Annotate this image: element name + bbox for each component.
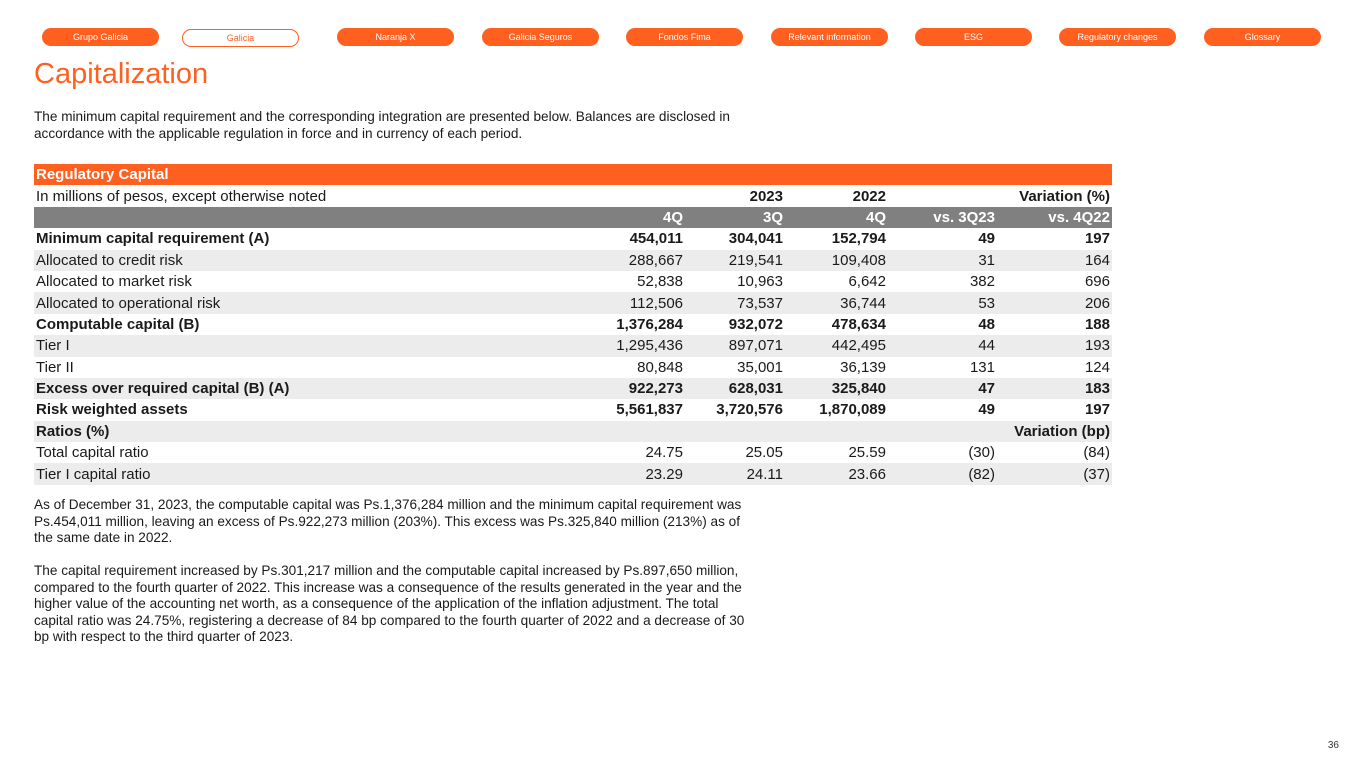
intro-paragraph: The minimum capital requirement and the corresponding integration are presented below. Balances are disclosed in accordance with the applicable regulation in force and in currency of each period. <box>34 109 730 141</box>
cell-4q: 454,011 <box>629 230 683 248</box>
table-subtitle: In millions of pesos, except otherwise noted <box>36 187 327 205</box>
table-year-header <box>34 185 1112 206</box>
top-navigation <box>42 28 1322 46</box>
table-row <box>34 399 1112 420</box>
cell-vs-4q22: 188 <box>1084 315 1110 333</box>
table-row <box>34 357 1112 378</box>
cell-4q: 112,506 <box>534 292 689 313</box>
cell-4q-2022: 23.66 <box>789 463 892 484</box>
cell-vs-4q22: 183 <box>997 378 1112 399</box>
variation-header: Variation (%) <box>1019 187 1110 205</box>
row-label: Computable capital (B) <box>36 315 200 333</box>
row-label: Total capital ratio <box>36 444 149 462</box>
page-number: 36 <box>1327 740 1339 751</box>
nav-tab-grupo-galicia[interactable]: Grupo Galicia <box>42 28 159 46</box>
ratios-label: Ratios (%) <box>34 421 534 442</box>
row-label: Risk weighted assets <box>36 401 188 419</box>
row-label: Excess over required capital (B) (A) <box>34 378 534 399</box>
row-label: Allocated to operational risk <box>34 292 534 313</box>
ratios-variation-header: Variation (bp) <box>892 421 1112 442</box>
nav-tab-galicia[interactable]: Galicia <box>182 29 299 47</box>
cell-4q-2022: 325,840 <box>789 378 892 399</box>
cell-vs-4q22: (37) <box>997 463 1112 484</box>
cell-vs-3q23: 47 <box>892 378 997 399</box>
cell-3q: 897,071 <box>689 335 789 356</box>
cell-4q-2022: 36,744 <box>789 292 892 313</box>
cell-4q: 1,376,284 <box>616 315 683 333</box>
table-row <box>34 314 1112 335</box>
table-row <box>34 442 1112 463</box>
cell-3q: 304,041 <box>728 230 783 248</box>
cell-4q-2022: 1,870,089 <box>819 401 886 419</box>
cell-vs-4q22: 696 <box>1084 273 1110 291</box>
cell-vs-4q22: (84) <box>1083 444 1110 462</box>
table-section-header <box>34 164 1112 185</box>
cell-vs-3q23: 49 <box>978 401 995 419</box>
cell-vs-4q22: 164 <box>997 250 1112 271</box>
cell-vs-3q23: 53 <box>892 292 997 313</box>
col-vs-3q23: vs. 3Q23 <box>892 207 997 228</box>
cell-4q: 23.29 <box>534 463 689 484</box>
col-4q: 4Q <box>534 207 689 228</box>
cell-vs-3q23: (30) <box>968 444 995 462</box>
cell-3q: 932,072 <box>728 315 783 333</box>
col-vs-4q22: vs. 4Q22 <box>997 207 1112 228</box>
cell-vs-3q23: 382 <box>969 273 995 291</box>
regulatory-capital-table <box>34 164 1112 485</box>
cell-3q: 219,541 <box>689 250 789 271</box>
table-row <box>34 228 1112 249</box>
table-column-header <box>34 207 1112 228</box>
row-label: Allocated to market risk <box>36 273 192 291</box>
cell-3q: 25.05 <box>745 444 783 462</box>
cell-4q: 288,667 <box>534 250 689 271</box>
nav-tab-relevant-information[interactable]: Relevant information <box>771 28 888 46</box>
summary-paragraph-2: The capital requirement increased by Ps.301,217 million and the computable capital increased by Ps.897,650 million, compared to the fourth quarter of 2022. This increase was a consequence of the results generated in the year and the higher value of the accounting net worth, as a consequence of the application of the inflation adjustment. The total capital ratio was 24.75%, registering a decrease of 84 bp compared to the fourth quarter of 2022 and a decrease of 30 bp with respect to the third quarter of 2023. <box>34 563 745 644</box>
cell-4q: 922,273 <box>534 378 689 399</box>
table-row <box>34 271 1112 292</box>
year-2023-label: 2023 <box>749 187 783 205</box>
nav-tab-fondos-fima[interactable]: Fondos Fima <box>626 28 743 46</box>
cell-4q: 5,561,837 <box>616 401 683 419</box>
cell-vs-4q22: 124 <box>1084 358 1110 376</box>
nav-tab-regulatory-changes[interactable]: Regulatory changes <box>1059 28 1176 46</box>
cell-vs-4q22: 197 <box>1084 230 1110 248</box>
col-4q-2022: 4Q <box>789 207 892 228</box>
cell-vs-3q23: 49 <box>978 230 995 248</box>
cell-3q: 3,720,576 <box>716 401 783 419</box>
summary-paragraph-1: As of December 31, 2023, the computable capital was Ps.1,376,284 million and the minimum capital requirement was Ps.454,011 million, leaving an excess of Ps.922,273 million (203%). This excess was Ps.325,840 million (213%) as of the same date in 2022. <box>34 497 742 545</box>
row-label: Tier I <box>34 335 534 356</box>
cell-vs-3q23: (82) <box>892 463 997 484</box>
section-title: Regulatory Capital <box>34 164 1112 185</box>
ratios-header-row <box>34 421 1112 442</box>
cell-4q: 80,848 <box>637 358 683 376</box>
cell-3q: 10,963 <box>737 273 783 291</box>
row-label: Tier II <box>36 358 74 376</box>
table-row <box>34 463 1112 484</box>
cell-4q: 1,295,436 <box>534 335 689 356</box>
row-label: Minimum capital requirement (A) <box>36 230 270 248</box>
nav-tab-naranja-x[interactable]: Naranja X <box>337 28 454 46</box>
cell-4q-2022: 442,495 <box>789 335 892 356</box>
cell-vs-3q23: 48 <box>978 315 995 333</box>
cell-4q-2022: 36,139 <box>840 358 886 376</box>
cell-3q: 24.11 <box>689 463 789 484</box>
table-row <box>34 292 1112 313</box>
cell-4q-2022: 152,794 <box>831 230 886 248</box>
cell-4q-2022: 109,408 <box>789 250 892 271</box>
cell-3q: 628,031 <box>689 378 789 399</box>
table-row <box>34 378 1112 399</box>
cell-vs-3q23: 31 <box>892 250 997 271</box>
page-title: Capitalization <box>34 58 209 90</box>
cell-4q-2022: 25.59 <box>848 444 886 462</box>
nav-tab-esg[interactable]: ESG <box>915 28 1032 46</box>
col-3q: 3Q <box>689 207 789 228</box>
cell-3q: 73,537 <box>689 292 789 313</box>
cell-vs-3q23: 44 <box>892 335 997 356</box>
cell-4q: 24.75 <box>645 444 683 462</box>
cell-3q: 35,001 <box>737 358 783 376</box>
cell-4q: 52,838 <box>637 273 683 291</box>
row-label: Allocated to credit risk <box>34 250 534 271</box>
cell-4q-2022: 6,642 <box>848 273 886 291</box>
nav-tab-glossary[interactable]: Glossary <box>1204 28 1321 46</box>
cell-vs-4q22: 206 <box>997 292 1112 313</box>
table-row <box>34 250 1112 271</box>
row-label: Tier I capital ratio <box>34 463 534 484</box>
cell-vs-3q23: 131 <box>969 358 995 376</box>
table-row <box>34 335 1112 356</box>
cell-vs-4q22: 197 <box>1084 401 1110 419</box>
cell-vs-4q22: 193 <box>997 335 1112 356</box>
nav-tab-galicia-seguros[interactable]: Galicia Seguros <box>482 28 599 46</box>
year-2022-label: 2022 <box>852 187 886 205</box>
cell-4q-2022: 478,634 <box>831 315 886 333</box>
